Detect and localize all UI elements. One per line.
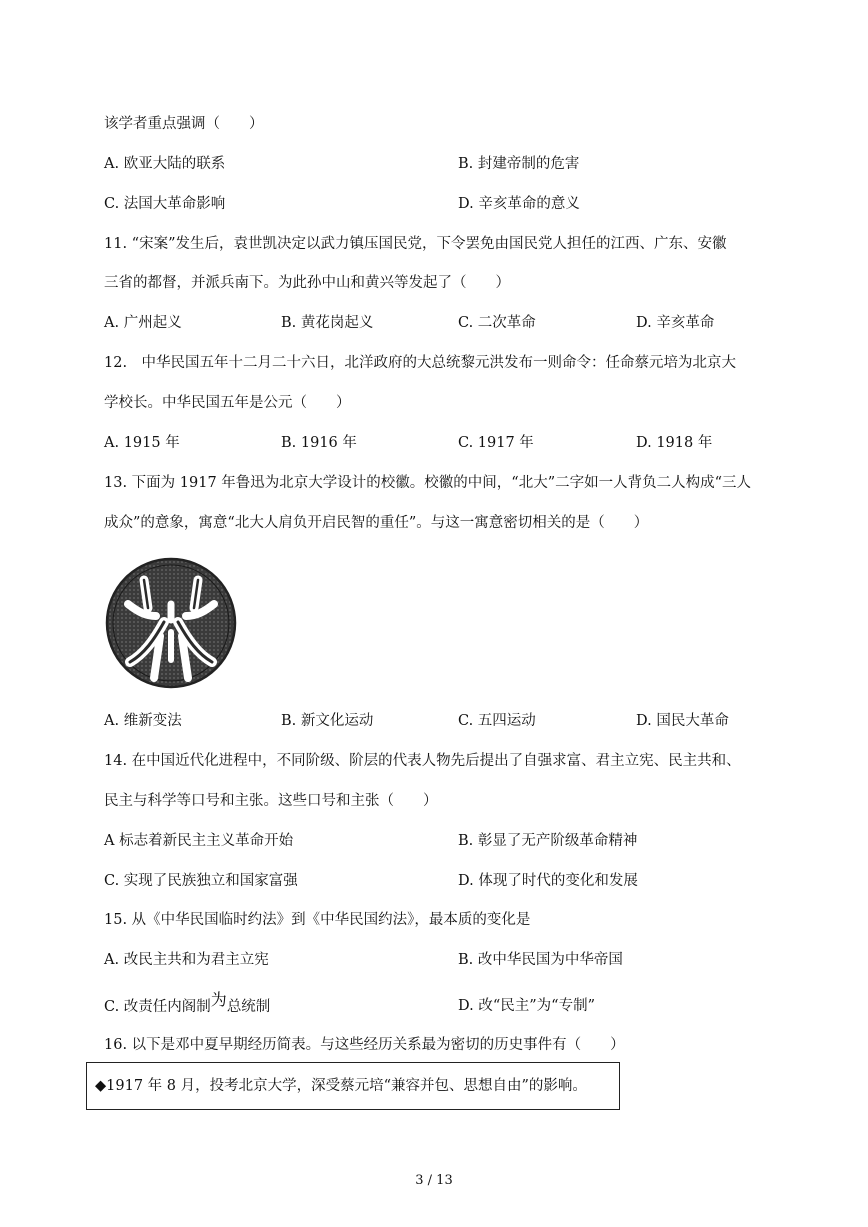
q15-option-c <box>104 990 271 1017</box>
q14-option-c: C. 实现了民族独立和国家富强 <box>104 873 298 889</box>
q10-option-b: B. 封建帝制的危害 <box>458 156 580 172</box>
q13-option-c: C. 五四运动 <box>458 713 536 729</box>
q10-option-d: D. 辛亥革命的意义 <box>458 196 580 212</box>
q14-stem-line1: 14. 在中国近代化进程中，不同阶级、阶层的代表人物先后提出了自强求富、君主立宪、民主共和、 <box>104 753 741 769</box>
q10-stem: 该学者重点强调（ ） <box>104 116 264 132</box>
q14-stem-line2: 民主与科学等口号和主张。这些口号和主张（ ） <box>104 793 438 809</box>
q11-stem-line1: 11. “宋案”发生后，袁世凯决定以武力镇压国民党，下令罢免由国民党人担任的江西、广东、安徽 <box>104 236 727 252</box>
q12-option-d: D. 1918 年 <box>636 435 713 451</box>
q12-option-a: A. 1915 年 <box>104 435 180 451</box>
q14-option-b: B. 彰显了无产阶级革命精神 <box>458 833 638 849</box>
q12-stem-line1: 12. 中华民国五年十二月二十六日，北洋政府的大总统黎元洪发布一则命令：任命蔡元培为北京大 <box>104 355 737 371</box>
q15-option-c-pre: C. 改责任内阁制 <box>104 999 211 1015</box>
q15-option-d: D. 改“民主”为“专制” <box>458 998 595 1014</box>
q14-option-a: A 标志着新民主主义革命开始 <box>104 833 294 849</box>
q11-option-c: C. 二次革命 <box>458 315 536 331</box>
q11-option-b: B. 黄花岗起义 <box>281 315 374 331</box>
q12-option-b: B. 1916 年 <box>281 435 357 451</box>
page-number: 3 / 13 <box>415 1173 453 1188</box>
q15-stem: 15. 从《中华民国临时约法》到《中华民国约法》，最本质的变化是 <box>104 912 531 928</box>
q13-stem-line2: 成众”的意象，寓意“北大人肩负开启民智的重任”。与这一寓意密切相关的是（ ） <box>104 515 649 531</box>
q11-stem-line2: 三省的都督，并派兵南下。为此孙中山和黄兴等发起了（ ） <box>104 275 510 291</box>
q15-option-b: B. 改中华民国为中华帝国 <box>458 952 623 968</box>
q13-stem-line1: 13. 下面为 1917 年鲁迅为北京大学设计的校徽。校徽的中间，“北大”二字如一人背负二人构成“三人 <box>104 475 752 491</box>
q12-option-c: C. 1917 年 <box>458 435 534 451</box>
q15-option-c-raised: 为 <box>210 990 227 1009</box>
q15-option-c-post: 总统制 <box>226 999 271 1015</box>
q13-option-d: D. 国民大革命 <box>636 713 729 729</box>
q12-stem-line2: 学校长。中华民国五年是公元（ ） <box>104 395 351 411</box>
q16-table-row: ◆1917 年 8 月，投考北京大学，深受蔡元培“兼容并包、思想自由”的影响。 <box>95 1078 587 1094</box>
q13-option-a: A. 维新变法 <box>104 713 182 729</box>
q15-option-a: A. 改民主共和为君主立宪 <box>104 952 269 968</box>
q16-table-box <box>86 1062 620 1110</box>
q16-stem: 16. 以下是邓中夏早期经历简表。与这些经历关系最为密切的历史事件有（ ） <box>104 1037 625 1053</box>
q13-option-b: B. 新文化运动 <box>281 713 374 729</box>
q11-option-d: D. 辛亥革命 <box>636 315 715 331</box>
q11-option-a: A. 广州起义 <box>104 315 182 331</box>
q14-option-d: D. 体现了时代的变化和发展 <box>458 873 638 889</box>
peking-university-emblem-image <box>104 556 238 690</box>
q10-option-c: C. 法国大革命影响 <box>104 196 226 212</box>
q10-option-a: A. 欧亚大陆的联系 <box>104 156 226 172</box>
